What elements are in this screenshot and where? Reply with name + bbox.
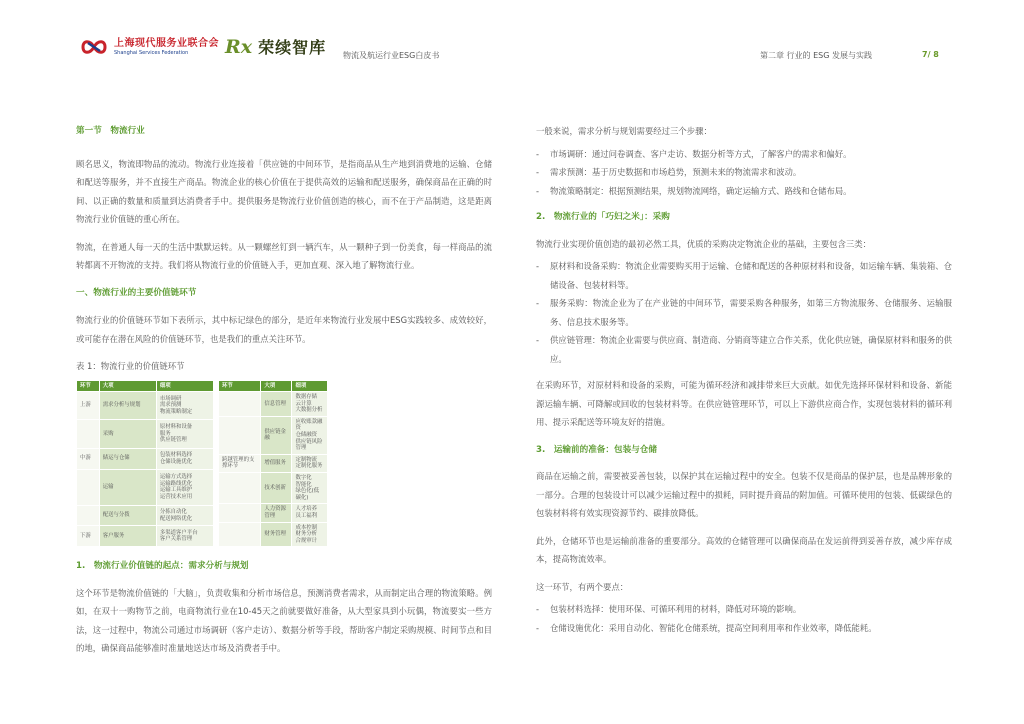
table-row <box>219 522 328 547</box>
subsection-title: 3. 运输前的准备：包装与仓储 <box>536 444 657 455</box>
item-cell: 需求分析与规划 <box>99 392 156 420</box>
item-cell: 增值服务 <box>261 454 292 472</box>
item-cell: 客户服务 <box>99 526 156 547</box>
value-chain-tables <box>76 380 492 548</box>
stage-cell: 跨越管理的支撑环节 <box>219 454 261 472</box>
item-cell: 供应链金融 <box>261 416 292 454</box>
value-chain-table-b <box>218 380 328 548</box>
paragraph: 物流行业的价值链环节如下表所示，其中标记绿色的部分，是近年来物流行业发展中ESG实践较多、成效较好，或可能存在潜在风险的价值链环节，也是我们的重点关注环节。 <box>76 315 492 344</box>
table-row <box>77 505 214 526</box>
stage-cell <box>77 420 100 448</box>
list-item: - 包装材料选择：使用环保、可循环利用的材料，降低对环境的影响。 <box>536 600 952 619</box>
detail-cell: 市场调研 需求预测 物流策略制定 <box>156 392 213 420</box>
list-item: - 服务采购：物流企业为了在产业链的中间环节，需要采购各种服务，如第三方物流服务、仓储服务、运输服务、信息技术服务等。 <box>536 294 952 331</box>
value-chain-table-a <box>76 380 214 548</box>
item-cell: 技术创新 <box>261 473 292 504</box>
subsection-title: 一、物流行业的主要价值链环节 <box>76 287 197 298</box>
table-row <box>219 416 328 454</box>
item-cell: 信息管理 <box>261 392 292 417</box>
section-title: 第一节 物流行业 <box>76 126 145 136</box>
paragraph: 商品在运输之前，需要被妥善包装，以保护其在运输过程中的安全。包装不仅是商品的保护层，也是品牌形象的一部分。合理的包装设计可以减少运输过程中的损耗，同时提升商品的附加值。可循环使用的包装、低碳绿色的包装材料将有效实现资源节约、碳排放降低。 <box>536 471 952 518</box>
list-item: - 物流策略制定：根据预测结果，规划物流网络，确定运输方式、路线和仓储布局。 <box>536 182 952 201</box>
table-row <box>219 473 328 504</box>
paragraph: 这个环节是物流价值链的「大脑」，负责收集和分析市场信息，预测消费者需求，从而制定出合理的物流策略。例如，在双十一购物节之前，电商物流行业在10-45天之前就要做好准备，从大型家具到小玩偶，物流要实一些方法，这一过程中，物流公司通过市场调研（客户走访）、数据分析等手段，帮助客户制定采购规模、时间节点和目的地，确保商品能够准时准量地送达市场及消费者手中。 <box>76 587 492 654</box>
page-header <box>0 0 1024 78</box>
stage-cell <box>219 473 261 504</box>
table-caption: 表 1：物流行业的价值链环节 <box>76 361 185 371</box>
left-column <box>76 122 492 667</box>
list-item: - 需求预测：基于历史数据和市场趋势，预测未来的物流需求和波动。 <box>536 163 952 182</box>
brand-logo <box>225 35 326 58</box>
detail-cell: 分拣自动化 配送网络优化 <box>156 505 213 526</box>
table-row <box>77 526 214 547</box>
stage-cell <box>219 392 261 417</box>
stage-cell: 下游 <box>77 526 100 547</box>
paragraph: 顾名思义，物流即物品的流动。物流行业连接着「供应链的中间环节，是指商品从生产地到消费地的运输、仓储和配送等服务，并不直接生产商品。物流企业的核心价值在于提供高效的运输和配送服务，确保商品在正确的时间、以正确的数量和质量到达消费者手中。提供服务是物流行业价值创造的核心，而不在于产品制造，这是距离物流行业价值链的重心所在。 <box>76 158 492 224</box>
stage-cell <box>219 504 261 522</box>
stage-cell: 中游 <box>77 448 100 469</box>
list-item: - 供应链管理：物流企业需要与供应商、制造商、分销商等建立合作关系，优化供应链，确保原材料和服务的供应。 <box>536 331 952 368</box>
list-item: - 市场调研：通过问卷调查、客户走访、数据分析等方式，了解客户的需求和偏好。 <box>536 145 952 164</box>
paragraph: 物流行业实现价值创造的最初必然工具，优质的采购决定物流企业的基础，主要包含三类： <box>536 238 871 249</box>
detail-cell: 数据存储 云计算 大数据分析 <box>292 392 328 417</box>
federation-logo <box>80 37 219 57</box>
paragraph: 这一环节，有两个要点： <box>536 581 629 592</box>
table-header: 大项 <box>261 380 292 392</box>
table-header: 环节 <box>219 380 261 392</box>
item-cell: 财务管理 <box>261 522 292 547</box>
table-row <box>77 469 214 505</box>
detail-cell: 包装材料选择 仓储设施优化 <box>156 448 213 469</box>
subsection-title: 1. 物流行业价值链的起点：需求分析与规划 <box>76 561 249 572</box>
table-header: 细项 <box>156 380 213 392</box>
item-cell: 运输 <box>99 469 156 505</box>
stage-cell <box>219 416 261 454</box>
table-header: 细项 <box>292 380 328 392</box>
table-row <box>77 448 214 469</box>
brand-name: 荣续智库 <box>258 38 327 57</box>
document-title: 物流及航运行业ESG白皮书 <box>343 51 440 60</box>
detail-cell: 数字化 智能化 绿色化(低碳化) <box>292 473 328 504</box>
table-header: 环节 <box>77 380 100 392</box>
item-cell: 储运与仓储 <box>99 448 156 469</box>
item-cell: 配送与分拨 <box>99 505 156 526</box>
detail-cell: 多渠道客户平台 客户关系管理 <box>156 526 213 547</box>
table-row <box>219 504 328 522</box>
list-item: - 原材料和设备采购：物流企业需要购买用于运输、仓储和配送的各种原材料和设备，如运输车辆、集装箱、仓储设备、包装材料等。 <box>536 257 952 294</box>
stage-cell <box>77 505 100 526</box>
list-item: - 仓储设施优化：采用自动化、智能化仓储系统，提高空间利用率和作业效率，降低能耗。 <box>536 619 952 638</box>
subsection-title: 2. 物流行业的「巧妇之米」：采购 <box>536 212 670 222</box>
paragraph: 在采购环节，对原材料和设备的采购，可能为循环经济和减排带来巨大贡献。如优先选择环保材料和设备、新能源运输车辆、可降解或回收的包装材料等。在供应链管理环节，可以上下游供应商合作，实现包装材料的循环利用、提示采配送等环境友好的措施。 <box>536 380 952 427</box>
chapter-title: 第二章 行业的 ESG 发展与实践 <box>760 51 872 60</box>
detail-cell: 定制物流 定制化服务 <box>292 454 328 472</box>
right-column <box>536 122 952 637</box>
stage-cell: 上游 <box>77 392 100 420</box>
detail-cell: 成本控制 财务分析 合规审计 <box>292 522 328 547</box>
table-row <box>77 420 214 448</box>
org-name-cn: 上海现代服务业联合会 <box>114 37 219 49</box>
paragraph: 一般来说，需求分析与规划需要经过三个步骤： <box>536 126 712 136</box>
table-header: 大项 <box>99 380 156 392</box>
table-row <box>219 454 328 472</box>
item-cell: 采购 <box>99 420 156 448</box>
paragraph: 物流，在普通人每一天的生活中默默运转。从一颗螺丝钉到一辆汽车，从一颗种子到一份美食，每一样商品的流转都离不开物流的支持。我们将从物流行业的价值链入手，更加直观、深入地了解物流行业。 <box>76 241 492 270</box>
item-cell: 人力资源管理 <box>261 504 292 522</box>
table-row <box>219 392 328 417</box>
detail-cell: 应收账款融资 仓储融资 供应链风险管理 <box>292 416 328 454</box>
paragraph: 此外，仓储环节也是运输前准备的重要部分。高效的仓储管理可以确保商品在发运前得到妥善存放，减少库存成本，提高物流效率。 <box>536 535 952 564</box>
detail-cell: 运输方式选择 运输路线优化 运输工具维护 运营技术应用 <box>156 469 213 505</box>
detail-cell: 原材料和设备 服务 供应链管理 <box>156 420 213 448</box>
stage-cell <box>77 469 100 505</box>
page-number: 7/ 8 <box>922 50 939 59</box>
detail-cell: 人才培养 员工福利 <box>292 504 328 522</box>
org-name-en: Shanghai Services Federation <box>114 49 189 56</box>
stage-cell <box>219 522 261 547</box>
federation-logo-icon <box>80 37 108 57</box>
table-row <box>77 392 214 420</box>
brand-mark: Rx <box>225 35 253 58</box>
